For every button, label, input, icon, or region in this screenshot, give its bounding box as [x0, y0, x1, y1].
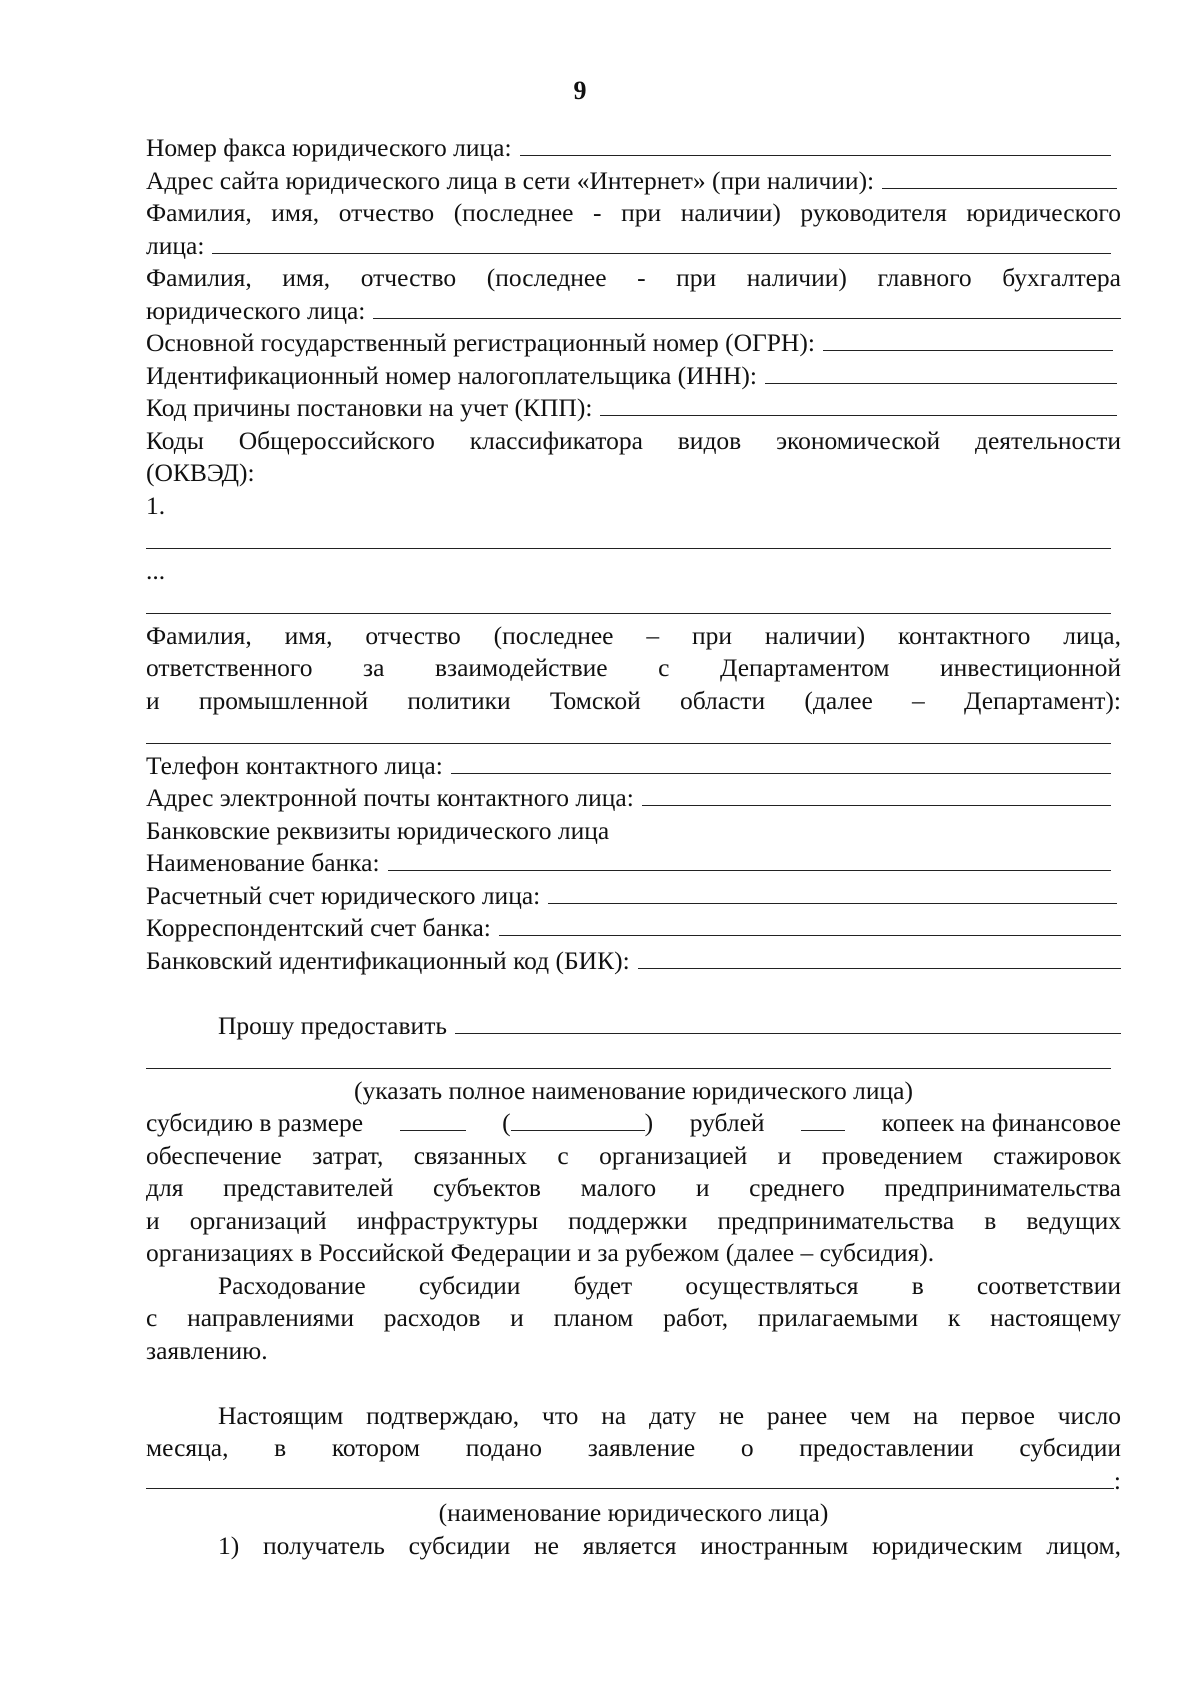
- bik-label: Банковский идентификационный код (БИК):: [146, 945, 630, 975]
- fax-field[interactable]: [520, 133, 1111, 156]
- confirmation-colon: :: [1113, 1465, 1121, 1495]
- director-row: [146, 230, 1121, 263]
- website-field[interactable]: [882, 166, 1117, 189]
- bik-row: [146, 945, 1121, 978]
- director-label-line2: лица:: [146, 230, 205, 260]
- corr-account-label: Корреспондентский счет банка:: [146, 913, 491, 942]
- contact-name-field[interactable]: [146, 717, 1121, 750]
- account-row: [146, 880, 1121, 913]
- request-label: Прошу предоставить: [218, 1010, 447, 1040]
- contact-phone-row: [146, 750, 1121, 783]
- okved-ellipsis: ...: [146, 555, 166, 585]
- bank-name-field[interactable]: [388, 848, 1111, 871]
- contact-email-field[interactable]: [642, 783, 1111, 806]
- kopecks-label: копеек на финансовое: [881, 1108, 1121, 1137]
- okved-item-number: 1.: [146, 490, 166, 520]
- corr-account-row: [146, 912, 1121, 945]
- caption-entity-full: (указать полное наименование юридического лица): [354, 1075, 913, 1105]
- director-field[interactable]: [212, 231, 1111, 254]
- application-form: [146, 132, 1121, 1562]
- okved-label-line1: Коды Общероссийского классификатора видов экономической деятельности: [146, 425, 1121, 455]
- confirmation-line1: Настоящим подтверждаю, что на дату не ранее чем на первое число: [218, 1400, 1121, 1430]
- page-number: 9: [573, 76, 587, 105]
- inn-label: Идентификационный номер налогоплательщика (ИНН):: [146, 360, 757, 390]
- ogrn-row: [146, 327, 1121, 360]
- subsidy-text-line5: организациях в Российской Федерации и за рубежом (далее – субсидия).: [146, 1238, 935, 1267]
- request-entity-field-cont[interactable]: [146, 1042, 1121, 1075]
- caption-entity: (наименование юридического лица): [438, 1498, 829, 1527]
- contact-email-row: [146, 782, 1121, 815]
- confirmation-entity-row: [146, 1465, 1121, 1498]
- account-label: Расчетный счет юридического лица:: [146, 880, 541, 910]
- corr-account-field[interactable]: [499, 913, 1121, 936]
- website-row: [146, 165, 1121, 198]
- contact-email-label: Адрес электронной почты контактного лица:: [146, 783, 634, 812]
- bank-name-row: [146, 847, 1121, 880]
- inn-field[interactable]: [765, 361, 1117, 384]
- bank-name-label: Наименование банка:: [146, 848, 380, 877]
- kpp-row: [146, 392, 1121, 425]
- accountant-field[interactable]: [373, 296, 1121, 319]
- accountant-row: [146, 295, 1121, 328]
- amount-words-field[interactable]: [511, 1110, 645, 1131]
- fax-label: Номер факса юридического лица:: [146, 133, 512, 162]
- contact-label-line3: и промышленной политики Томской области (далее – Департамент):: [146, 685, 1121, 715]
- inn-row: [146, 360, 1121, 393]
- ogrn-field[interactable]: [823, 328, 1113, 351]
- rubles-label: рублей: [689, 1108, 765, 1137]
- confirmation-line2: месяца, в котором подано заявление о предоставлении субсидии: [146, 1433, 1121, 1462]
- okved-label-line2: (ОКВЭД):: [146, 458, 255, 487]
- okved-item1-field[interactable]: [146, 522, 1121, 555]
- bik-field[interactable]: [638, 946, 1121, 969]
- spending-line3: заявлению.: [146, 1335, 268, 1365]
- contact-phone-label: Телефон контактного лица:: [146, 750, 443, 780]
- confirmation-entity-field[interactable]: [146, 1466, 1114, 1489]
- request-row: [146, 1010, 1121, 1043]
- contact-phone-field[interactable]: [451, 751, 1111, 774]
- fax-row: [146, 132, 1121, 165]
- website-label: Адрес сайта юридического лица в сети «Интернет» (при наличии):: [146, 165, 875, 195]
- director-label-line1: Фамилия, имя, отчество (последнее - при наличии) руководителя юридического: [146, 198, 1121, 227]
- subsidy-amount-row: [146, 1107, 1121, 1140]
- subsidy-text-line2: обеспечение затрат, связанных с организацией и проведением стажировок: [146, 1140, 1121, 1170]
- request-entity-field[interactable]: [455, 1011, 1121, 1034]
- contact-label-line1: Фамилия, имя, отчество (последнее – при наличии) контактного лица,: [146, 620, 1121, 650]
- spending-line2: с направлениями расходов и планом работ, прилагаемыми к настоящему: [146, 1303, 1121, 1332]
- spending-line1: Расходование субсидии будет осуществляться в соответствии: [218, 1270, 1121, 1300]
- subsidy-text-line3: для представителей субъектов малого и среднего предпринимательства: [146, 1173, 1121, 1202]
- subsidy-text-line4: и организаций инфраструктуры поддержки предпринимательства в ведущих: [146, 1205, 1121, 1235]
- confirmation-item1: 1) получатель субсидии не является иностранным юридическим лицом,: [218, 1530, 1121, 1560]
- accountant-label-line1: Фамилия, имя, отчество (последнее - при наличии) главного бухгалтера: [146, 263, 1121, 292]
- subsidy-amount-field[interactable]: [400, 1110, 466, 1131]
- ogrn-label: Основной государственный регистрационный номер (ОГРН):: [146, 328, 815, 357]
- contact-label-line2: ответственного за взаимодействие с Департаментом инвестиционной: [146, 653, 1121, 682]
- account-field[interactable]: [548, 881, 1117, 904]
- kopecks-field[interactable]: [801, 1110, 845, 1131]
- kpp-field[interactable]: [600, 393, 1117, 416]
- accountant-label-line2: юридического лица:: [146, 295, 366, 325]
- subsidy-prefix: субсидию в размере: [146, 1108, 364, 1137]
- amount-words-wrap: ( ): [502, 1108, 654, 1137]
- okved-more-field[interactable]: [146, 587, 1121, 620]
- bank-details-heading: Банковские реквизиты юридического лица: [146, 815, 610, 845]
- kpp-label: Код причины постановки на учет (КПП):: [146, 393, 593, 422]
